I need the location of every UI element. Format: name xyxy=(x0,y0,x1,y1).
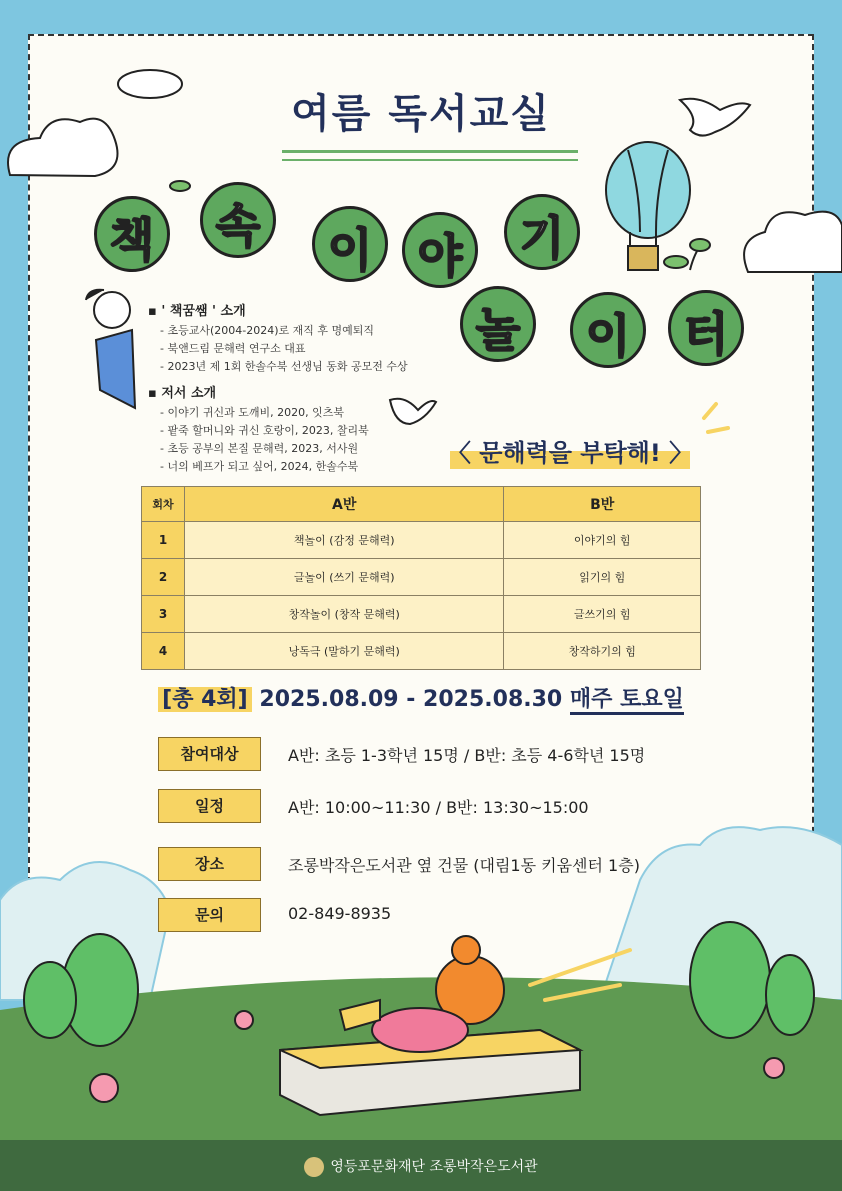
poster-subtitle: 여름 독서교실 xyxy=(291,91,551,137)
label-contact: 문의 xyxy=(158,898,261,932)
books-heading: ▪ 저서 소개 xyxy=(148,386,217,401)
bio-line: - 2023년 제 1회 한솔수북 선생님 동화 공모전 수상 xyxy=(160,360,408,373)
tagline xyxy=(436,433,704,473)
title-char: 이 xyxy=(327,223,373,277)
value-schedule: A반: 10:00~11:30 / B반: 13:30~15:00 xyxy=(288,798,589,817)
cell-class-b: 글쓰기의 힘 xyxy=(504,596,701,633)
header-session: 회차 xyxy=(142,487,185,522)
title-char: 터 xyxy=(683,307,729,361)
label-location: 장소 xyxy=(158,847,261,881)
title-char: 이 xyxy=(585,309,631,363)
cell-class-b: 창작하기의 힘 xyxy=(504,633,701,670)
value-participants: A반: 초등 1-3학년 15명 / B반: 초등 4-6학년 15명 xyxy=(288,746,646,765)
schedule-table xyxy=(141,486,701,670)
session-count-tag: [총 4회] xyxy=(158,687,252,712)
value-contact: 02-849-8935 xyxy=(288,904,392,923)
flower-icon xyxy=(764,1058,784,1078)
flower-icon xyxy=(235,1011,253,1029)
header-class-b: B반 xyxy=(504,487,701,522)
table-header-row xyxy=(142,487,701,522)
cell-class-a: 글놀이 (쓰기 문해력) xyxy=(185,559,504,596)
foundation-logo-icon xyxy=(304,1157,324,1177)
balloon-icon xyxy=(606,142,690,270)
flower-icon xyxy=(90,1074,118,1102)
title-char: 놀 xyxy=(475,303,521,357)
books-heading-text: 저서 소개 xyxy=(161,386,217,401)
sprout-icon xyxy=(664,239,710,270)
book-line: - 팥죽 할머니와 귀신 호랑이, 2023, 찰리북 xyxy=(160,424,369,437)
cell-class-a: 책놀이 (감정 문해력) xyxy=(185,522,504,559)
period-weekday: 매주 토요일 xyxy=(570,687,684,715)
bio-heading-text: ' 책꿈쌤 ' 소개 xyxy=(161,304,246,319)
cell-session: 1 xyxy=(142,522,185,559)
book-line: - 너의 베프가 되고 싶어, 2024, 한솔수북 xyxy=(160,460,359,473)
cell-class-b: 이야기의 힘 xyxy=(504,522,701,559)
footer-org xyxy=(0,1156,842,1177)
table-row xyxy=(142,633,701,670)
cell-class-a: 낭독극 (말하기 문해력) xyxy=(185,633,504,670)
table-row xyxy=(142,596,701,633)
cell-class-a: 창작놀이 (창작 문해력) xyxy=(185,596,504,633)
spark-icon xyxy=(704,404,728,432)
table-row xyxy=(142,522,701,559)
cell-session: 3 xyxy=(142,596,185,633)
label-schedule: 일정 xyxy=(158,789,261,823)
cell-class-b: 읽기의 힘 xyxy=(504,559,701,596)
dove-icon xyxy=(390,399,436,424)
bio-line: - 북앤드림 문해력 연구소 대표 xyxy=(160,342,306,355)
period-dates: 2025.08.09 - 2025.08.30 xyxy=(259,687,563,712)
teacher-illustration xyxy=(86,290,135,408)
table-row xyxy=(142,559,701,596)
title-char: 야 xyxy=(417,229,463,283)
bio-heading: ▪ ' 책꿈쌤 ' 소개 xyxy=(148,304,246,319)
sprout-icon xyxy=(170,181,190,191)
title-char: 기 xyxy=(519,211,565,265)
title-char: 속 xyxy=(215,199,261,253)
cell-session: 4 xyxy=(142,633,185,670)
tagline-text: 〈 문해력을 부탁해! 〉 xyxy=(446,439,694,467)
bio-line: - 초등교사(2004-2024)로 재직 후 명예퇴직 xyxy=(160,324,375,337)
title-char: 책 xyxy=(109,213,155,267)
header-class-a: A반 xyxy=(185,487,504,522)
footer-org-text: 영등포문화재단 조롱박작은도서관 xyxy=(330,1159,538,1175)
cell-session: 2 xyxy=(142,559,185,596)
book-line: - 초등 공부의 본질 문해력, 2023, 서사원 xyxy=(160,442,359,455)
subtitle-underline xyxy=(282,150,578,161)
cloud-icon xyxy=(744,212,842,272)
value-location: 조롱박작은도서관 옆 건물 (대림1동 키움센터 1층) xyxy=(288,856,640,875)
book-line: - 이야기 귀신과 도깨비, 2020, 잇츠북 xyxy=(160,406,344,419)
period-line xyxy=(0,682,842,713)
label-participants: 참여대상 xyxy=(158,737,261,771)
